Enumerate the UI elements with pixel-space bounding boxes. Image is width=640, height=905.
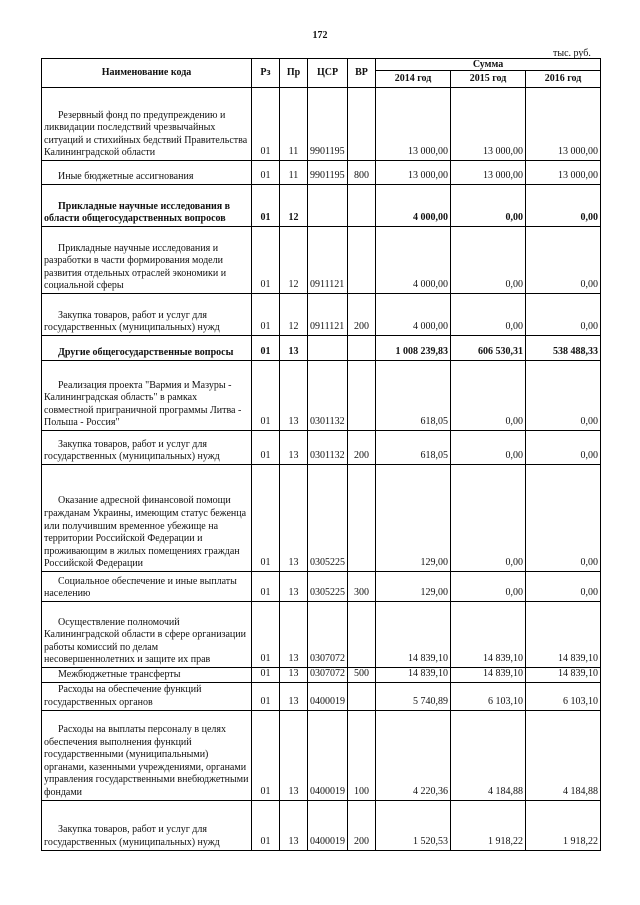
row-rz: 01 (252, 668, 280, 683)
row-vr (348, 361, 376, 431)
row-rz: 01 (252, 572, 280, 602)
page-number: 172 (312, 30, 328, 41)
row-rz: 01 (252, 227, 280, 294)
row-2016: 13 000,00 (526, 161, 601, 185)
row-pr: 13 (280, 336, 308, 361)
row-2016: 0,00 (526, 185, 601, 227)
row-2016: 0,00 (526, 294, 601, 336)
row-pr: 13 (280, 465, 308, 572)
row-2015: 0,00 (451, 431, 526, 465)
row-2014: 618,05 (376, 361, 451, 431)
row-pr: 12 (280, 227, 308, 294)
row-2016: 0,00 (526, 465, 601, 572)
row-2015: 0,00 (451, 185, 526, 227)
row-rz: 01 (252, 800, 280, 850)
row-pr: 13 (280, 710, 308, 800)
row-2015: 0,00 (451, 572, 526, 602)
table-row (42, 800, 601, 850)
header-2015: 2015 год (451, 71, 526, 88)
row-name: Реализация проекта "Вармия и Мазуры - Калининградская область" в рамках совместной приграничной программы Литва - Польша - Россия" (42, 361, 252, 431)
row-2015: 14 839,10 (451, 668, 526, 683)
header-name: Наименование кода (42, 59, 252, 88)
row-name: Резервный фонд по предупреждению и ликвидации последствий чрезвычайных ситуаций и стихийных бедствий Правительства Калининградской области (42, 88, 252, 161)
row-2014: 14 839,10 (376, 602, 451, 668)
table-row (42, 572, 601, 602)
row-csr: 0305225 (308, 572, 348, 602)
row-2014: 129,00 (376, 465, 451, 572)
row-2014: 4 000,00 (376, 185, 451, 227)
row-rz: 01 (252, 88, 280, 161)
row-2016: 0,00 (526, 361, 601, 431)
row-rz: 01 (252, 294, 280, 336)
row-csr: 0301132 (308, 361, 348, 431)
row-vr (348, 682, 376, 710)
row-name: Оказание адресной финансовой помощи гражданам Украины, имеющим статус беженца или получившим временное убежище на территории Российской Федерации и проживающим в жилых помещениях граждан Российской Федерации (42, 465, 252, 572)
row-2014: 14 839,10 (376, 668, 451, 683)
row-vr: 800 (348, 161, 376, 185)
row-pr: 11 (280, 88, 308, 161)
row-name: Закупка товаров, работ и услуг для государственных (муниципальных) нужд (42, 800, 252, 850)
row-2016: 13 000,00 (526, 88, 601, 161)
header-pr: Пр (280, 59, 308, 88)
header-rz: Рз (252, 59, 280, 88)
row-2015: 0,00 (451, 294, 526, 336)
row-name: Расходы на обеспечение функций государственных органов (42, 682, 252, 710)
row-2015: 14 839,10 (451, 602, 526, 668)
row-2014: 1 520,53 (376, 800, 451, 850)
row-2015: 1 918,22 (451, 800, 526, 850)
row-rz: 01 (252, 336, 280, 361)
row-rz: 01 (252, 710, 280, 800)
row-2016: 14 839,10 (526, 668, 601, 683)
row-2015: 0,00 (451, 227, 526, 294)
table-body (42, 88, 601, 851)
row-name: Межбюджетные трансферты (42, 668, 252, 683)
row-2015: 13 000,00 (451, 88, 526, 161)
row-vr (348, 336, 376, 361)
row-vr (348, 227, 376, 294)
row-pr: 13 (280, 431, 308, 465)
row-2015: 4 184,88 (451, 710, 526, 800)
table-row (42, 602, 601, 668)
row-rz: 01 (252, 361, 280, 431)
row-csr: 0400019 (308, 682, 348, 710)
table-row (42, 294, 601, 336)
row-csr: 9901195 (308, 161, 348, 185)
row-csr: 0911121 (308, 227, 348, 294)
row-csr: 0400019 (308, 710, 348, 800)
row-2015: 0,00 (451, 465, 526, 572)
row-vr: 200 (348, 431, 376, 465)
row-csr: 9901195 (308, 88, 348, 161)
budget-table (41, 58, 601, 851)
row-vr (348, 602, 376, 668)
row-pr: 13 (280, 682, 308, 710)
row-csr: 0911121 (308, 294, 348, 336)
row-csr: 0305225 (308, 465, 348, 572)
row-name: Закупка товаров, работ и услуг для государственных (муниципальных) нужд (42, 294, 252, 336)
row-name: Социальное обеспечение и иные выплаты населению (42, 572, 252, 602)
row-2014: 4 220,36 (376, 710, 451, 800)
row-2016: 0,00 (526, 431, 601, 465)
row-pr: 11 (280, 161, 308, 185)
row-2014: 5 740,89 (376, 682, 451, 710)
row-2014: 1 008 239,83 (376, 336, 451, 361)
row-name: Расходы на выплаты персоналу в целях обеспечения выполнения функций государственными (муниципальными) органами, казенными учреждениями, органами управления государственными внебюджетными фондами (42, 710, 252, 800)
row-2014: 4 000,00 (376, 294, 451, 336)
row-pr: 13 (280, 800, 308, 850)
header-sum: Сумма (376, 59, 601, 71)
table-row (42, 336, 601, 361)
row-pr: 13 (280, 602, 308, 668)
row-csr: 0301132 (308, 431, 348, 465)
row-2014: 618,05 (376, 431, 451, 465)
row-2014: 129,00 (376, 572, 451, 602)
row-vr: 100 (348, 710, 376, 800)
row-csr (308, 336, 348, 361)
row-2015: 13 000,00 (451, 161, 526, 185)
row-2014: 13 000,00 (376, 161, 451, 185)
table-row (42, 161, 601, 185)
row-vr: 500 (348, 668, 376, 683)
row-name: Другие общегосударственные вопросы (42, 336, 252, 361)
row-csr: 0307072 (308, 668, 348, 683)
row-2015: 6 103,10 (451, 682, 526, 710)
row-rz: 01 (252, 161, 280, 185)
row-rz: 01 (252, 185, 280, 227)
row-2014: 4 000,00 (376, 227, 451, 294)
row-pr: 13 (280, 572, 308, 602)
row-name: Иные бюджетные ассигнования (42, 161, 252, 185)
row-2014: 13 000,00 (376, 88, 451, 161)
row-2016: 4 184,88 (526, 710, 601, 800)
header-csr: ЦСР (308, 59, 348, 88)
units-label: тыс. руб. (553, 48, 591, 59)
table-row (42, 668, 601, 683)
row-2015: 0,00 (451, 361, 526, 431)
row-rz: 01 (252, 682, 280, 710)
table-row (42, 710, 601, 800)
row-rz: 01 (252, 465, 280, 572)
row-vr: 300 (348, 572, 376, 602)
row-name: Прикладные научные исследования и разработки в части формирования модели развития отдельных отраслей экономики и социальной сферы (42, 227, 252, 294)
row-pr: 13 (280, 361, 308, 431)
row-name: Прикладные научные исследования в области общегосударственных вопросов (42, 185, 252, 227)
header-vr: ВР (348, 59, 376, 88)
table-row (42, 88, 601, 161)
header-2016: 2016 год (526, 71, 601, 88)
row-vr (348, 185, 376, 227)
table-row (42, 227, 601, 294)
row-pr: 12 (280, 294, 308, 336)
row-2016: 0,00 (526, 572, 601, 602)
row-2015: 606 530,31 (451, 336, 526, 361)
table-row (42, 185, 601, 227)
table-row (42, 465, 601, 572)
table-row (42, 682, 601, 710)
row-csr: 0400019 (308, 800, 348, 850)
row-pr: 12 (280, 185, 308, 227)
row-2016: 6 103,10 (526, 682, 601, 710)
row-2016: 538 488,33 (526, 336, 601, 361)
row-pr: 13 (280, 668, 308, 683)
row-name: Осуществление полномочий Калининградской области в сфере организации работы комиссий по делам несовершеннолетних и защите их прав (42, 602, 252, 668)
row-vr: 200 (348, 294, 376, 336)
row-rz: 01 (252, 431, 280, 465)
table-row (42, 431, 601, 465)
header-2014: 2014 год (376, 71, 451, 88)
row-vr (348, 88, 376, 161)
row-2016: 1 918,22 (526, 800, 601, 850)
row-name: Закупка товаров, работ и услуг для государственных (муниципальных) нужд (42, 431, 252, 465)
table-row (42, 361, 601, 431)
row-2016: 0,00 (526, 227, 601, 294)
row-2016: 14 839,10 (526, 602, 601, 668)
row-vr: 200 (348, 800, 376, 850)
row-rz: 01 (252, 602, 280, 668)
row-csr: 0307072 (308, 602, 348, 668)
row-vr (348, 465, 376, 572)
row-csr (308, 185, 348, 227)
